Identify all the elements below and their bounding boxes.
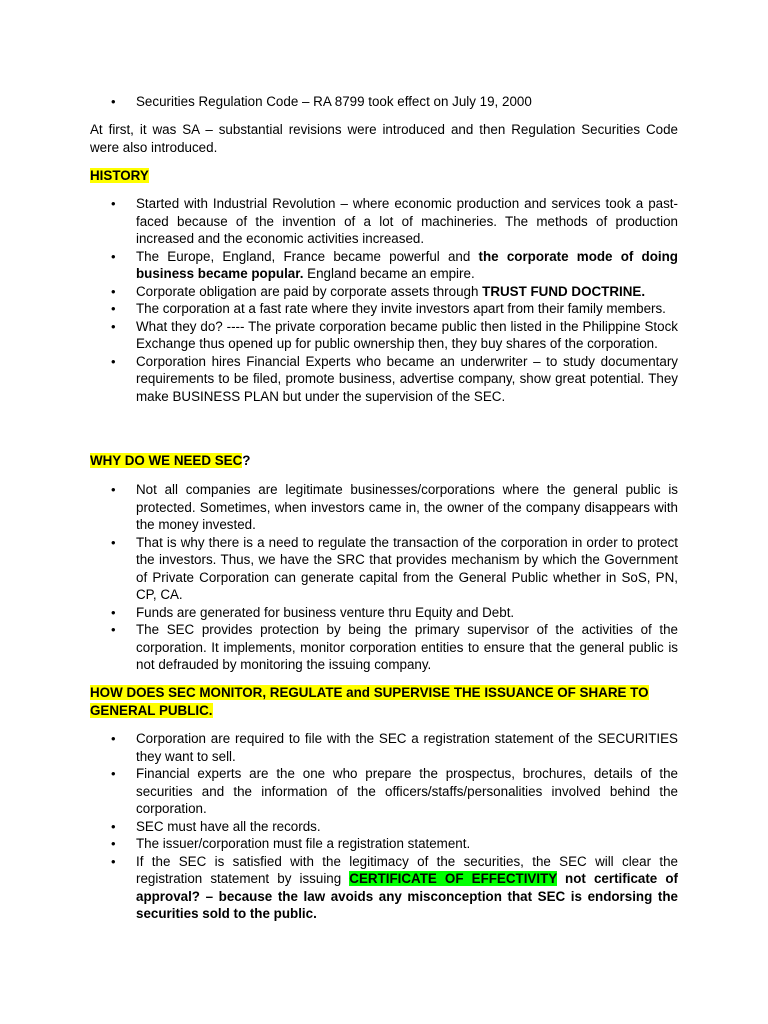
list-item: • The issuer/corporation must file a registration statement. <box>90 835 678 853</box>
list-item: • Corporate obligation are paid by corporate assets through TRUST FUND DOCTRINE. <box>90 283 678 301</box>
how-heading: HOW DOES SEC MONITOR, REGULATE and SUPERVISE THE ISSUANCE OF SHARE TO GENERAL PUBLIC. <box>90 685 649 718</box>
list-item: • That is why there is a need to regulate the transaction of the corporation in order to protect the investors. Thus, we have the SRC that provides mechanism by which the Government of Private Corporation can generate capital from the General Public whether in SoS, PN, CP, CA. <box>90 534 678 604</box>
list-item: • Corporation are required to file with the SEC a registration statement of the SECURITIES they want to sell. <box>90 730 678 765</box>
intro-list <box>90 93 678 111</box>
list-item: • Funds are generated for business venture thru Equity and Debt. <box>90 604 678 622</box>
list-item: • The SEC provides protection by being the primary supervisor of the activities of the corporation. It implements, monitor corporation entities to ensure that the general public is not defrauded by monitoring the issuing company. <box>90 621 678 674</box>
list-item: • The Europe, England, France became powerful and the corporate mode of doing business became popular. England became an empire. <box>90 248 678 283</box>
list-item: • Not all companies are legitimate businesses/corporations where the general public is protected. Sometimes, when investors came in, the owner of the company disappears with the money invested. <box>90 481 678 534</box>
history-heading: HISTORY <box>90 168 149 183</box>
list-item: • Corporation hires Financial Experts who became an underwriter – to study documentary requirements to be filed, promote business, advertise company, show great potential. They make BUSINESS PLAN but under the supervision of the SEC. <box>90 353 678 406</box>
certificate-highlight: CERTIFICATE OF EFFECTIVITY <box>349 871 557 886</box>
list-item: • Financial experts are the one who prepare the prospectus, brochures, details of the securities and the information of the officers/staffs/personalities involved behind the corporation. <box>90 765 678 818</box>
list-item: • Securities Regulation Code – RA 8799 took effect on July 19, 2000 <box>90 93 678 111</box>
list-item: • SEC must have all the records. <box>90 818 678 836</box>
intro-paragraph: At first, it was SA – substantial revisions were introduced and then Regulation Securities Code were also introduced. <box>90 122 678 155</box>
list-item: • If the SEC is satisfied with the legitimacy of the securities, the SEC will clear the registration statement by issuing CERTIFICATE OF EFFECTIVITY not certificate of approval? – because the law avoids any misconception that SEC is endorsing the securities sold to the public. <box>90 853 678 923</box>
list-item: • Started with Industrial Revolution – where economic production and services took a past-faced because of the invention of a lot of machineries. The methods of production increased and the economic activities increased. <box>90 195 678 248</box>
history-list <box>90 195 678 405</box>
list-item: • What they do? ---- The private corporation became public then listed in the Philippine Stock Exchange thus opened up for public ownership then, they buy shares of the corporation. <box>90 318 678 353</box>
list-item: • The corporation at a fast rate where they invite investors apart from their family members. <box>90 300 678 318</box>
how-list <box>90 730 678 923</box>
why-list <box>90 481 678 674</box>
why-heading: WHY DO WE NEED SEC? <box>90 453 251 468</box>
